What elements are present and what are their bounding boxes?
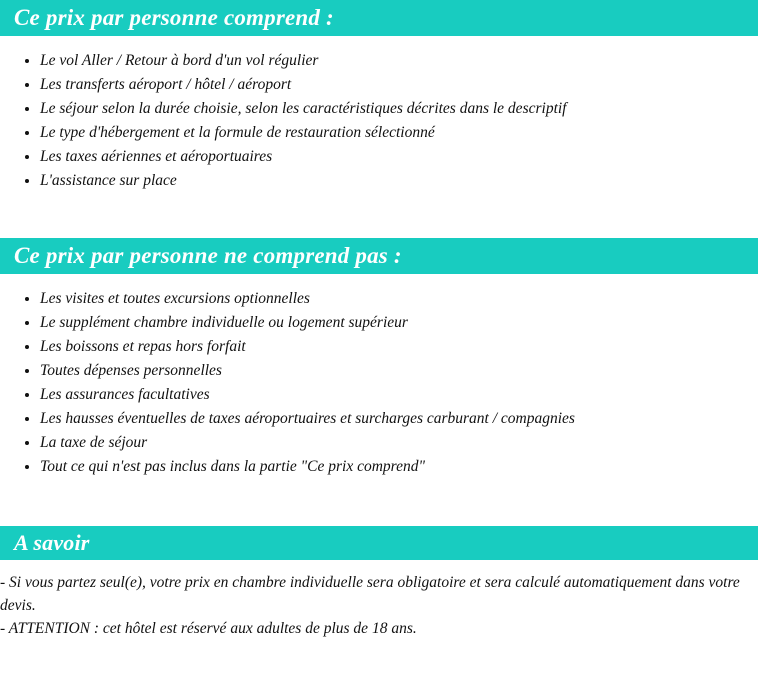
- list-item: Les boissons et repas hors forfait: [0, 335, 758, 359]
- excluded-list-block: [0, 287, 758, 479]
- list-item: Le séjour selon la durée choisie, selon les caractéristiques décrites dans le descriptif: [0, 97, 758, 121]
- list-item: Les assurances facultatives: [0, 383, 758, 407]
- list-item: Le supplément chambre individuelle ou logement supérieur: [0, 311, 758, 335]
- spacer-after-excluded-header: [0, 274, 758, 287]
- section-header-excluded: Ce prix par personne ne comprend pas :: [0, 238, 758, 274]
- list-item: Toutes dépenses personnelles: [0, 359, 758, 383]
- list-item: L'assistance sur place: [0, 169, 758, 193]
- spacer-after-included-header: [0, 36, 758, 49]
- info-text-block: [0, 571, 758, 640]
- spacer-after-info-header: [0, 560, 758, 571]
- list-item: Les hausses éventuelles de taxes aéroportuaires et surcharges carburant / compagnies: [0, 407, 758, 431]
- spacer-between-included-excluded: [0, 193, 758, 238]
- list-item: Les visites et toutes excursions optionnelles: [0, 287, 758, 311]
- list-item: La taxe de séjour: [0, 431, 758, 455]
- info-line: - Si vous partez seul(e), votre prix en chambre individuelle sera obligatoire et sera calculé automatiquement dans votre devis.: [0, 574, 740, 614]
- excluded-list: [0, 287, 758, 479]
- list-item: Les transferts aéroport / hôtel / aéroport: [0, 73, 758, 97]
- section-header-info: A savoir: [0, 526, 758, 560]
- spacer-between-excluded-info: [0, 479, 758, 526]
- list-item: Le vol Aller / Retour à bord d'un vol régulier: [0, 49, 758, 73]
- list-item: Tout ce qui n'est pas inclus dans la partie "Ce prix comprend": [0, 455, 758, 479]
- included-list: [0, 49, 758, 193]
- included-list-block: [0, 49, 758, 193]
- section-header-included: Ce prix par personne comprend :: [0, 0, 758, 36]
- list-item: Les taxes aériennes et aéroportuaires: [0, 145, 758, 169]
- info-line: - ATTENTION : cet hôtel est réservé aux adultes de plus de 18 ans.: [0, 620, 417, 637]
- list-item: Le type d'hébergement et la formule de restauration sélectionné: [0, 121, 758, 145]
